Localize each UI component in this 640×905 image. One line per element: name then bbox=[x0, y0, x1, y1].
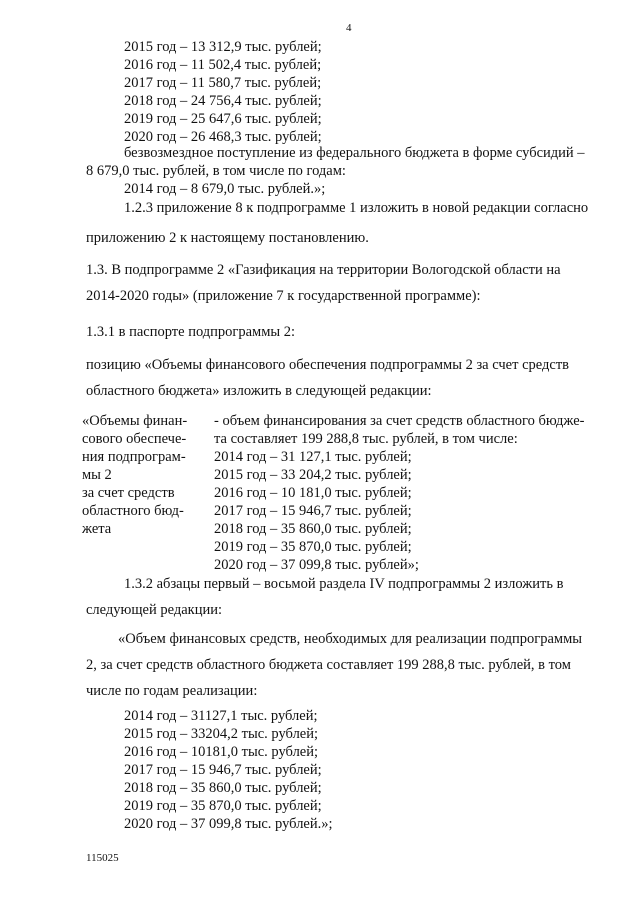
list-item: 2016 год – 10181,0 тыс. рублей; bbox=[124, 744, 319, 760]
left-cell-line: областного бюд- bbox=[82, 503, 184, 519]
list-item: 2017 год – 11 580,7 тыс. рублей; bbox=[124, 75, 322, 91]
paragraph-1-3-line-1: 1.3. В подпрограмме 2 «Газификация на территории Вологодской области на bbox=[86, 262, 561, 278]
paragraph-1-2-3-line-2: приложению 2 к настоящему постановлению. bbox=[86, 230, 369, 246]
left-cell-line: сового обеспече- bbox=[82, 431, 187, 447]
paragraph-1-3-2-line-1: 1.3.2 абзацы первый – восьмой раздела IV подпрограммы 2 изложить в bbox=[124, 576, 564, 592]
right-cell-line: 2019 год – 35 870,0 тыс. рублей; bbox=[214, 539, 412, 555]
passport-right-column bbox=[214, 412, 594, 574]
list-item: 2015 год – 33204,2 тыс. рублей; bbox=[124, 726, 319, 742]
footer-code: 115025 bbox=[86, 852, 119, 864]
list-item: 2019 год – 35 870,0 тыс. рублей; bbox=[124, 798, 322, 814]
position-line-2: областного бюджета» изложить в следующей редакции: bbox=[86, 383, 432, 399]
right-cell-line: 2017 год – 15 946,7 тыс. рублей; bbox=[214, 503, 412, 519]
list-item: 2015 год – 13 312,9 тыс. рублей; bbox=[124, 39, 322, 55]
left-cell-line: ния подпрограм- bbox=[82, 449, 186, 465]
quote-line-2: 2, за счет средств областного бюджета составляет 199 288,8 тыс. рублей, в том bbox=[86, 657, 571, 673]
page-number: 4 bbox=[346, 22, 352, 34]
right-cell-line: 2016 год – 10 181,0 тыс. рублей; bbox=[214, 485, 412, 501]
paragraph-1-3-2-line-2: следующей редакции: bbox=[86, 602, 223, 618]
list-item: 2020 год – 37 099,8 тыс. рублей.»; bbox=[124, 816, 333, 832]
quote-line-1: «Объем финансовых средств, необходимых для реализации подпрограммы bbox=[118, 631, 582, 647]
passport-left-column bbox=[82, 412, 202, 538]
left-cell-line: за счет средств bbox=[82, 485, 175, 501]
list-item: 2014 год – 31127,1 тыс. рублей; bbox=[124, 708, 318, 724]
list-item: 2020 год – 26 468,3 тыс. рублей; bbox=[124, 129, 322, 145]
list-item: 2016 год – 11 502,4 тыс. рублей; bbox=[124, 57, 322, 73]
list-item: 2018 год – 35 860,0 тыс. рублей; bbox=[124, 780, 322, 796]
federal-line-2: 8 679,0 тыс. рублей, в том числе по годам: bbox=[86, 163, 346, 179]
position-line-1: позицию «Объемы финансового обеспечения подпрограммы 2 за счет средств bbox=[86, 357, 569, 373]
right-cell-line: та составляет 199 288,8 тыс. рублей, в том числе: bbox=[214, 431, 518, 447]
paragraph-1-3-1: 1.3.1 в паспорте подпрограммы 2: bbox=[86, 324, 296, 340]
paragraph-1-3-line-2: 2014-2020 годы» (приложение 7 к государственной программе): bbox=[86, 288, 481, 304]
list-item: 2019 год – 25 647,6 тыс. рублей; bbox=[124, 111, 322, 127]
right-cell-line: 2018 год – 35 860,0 тыс. рублей; bbox=[214, 521, 412, 537]
right-cell-line: 2015 год – 33 204,2 тыс. рублей; bbox=[214, 467, 412, 483]
right-cell-line: - объем финансирования за счет средств областного бюдже- bbox=[214, 413, 585, 429]
paragraph-1-2-3-line-1: 1.2.3 приложение 8 к подпрограмме 1 изложить в новой редакции согласно bbox=[124, 200, 589, 216]
right-cell-line: 2014 год – 31 127,1 тыс. рублей; bbox=[214, 449, 412, 465]
list-item: 2017 год – 15 946,7 тыс. рублей; bbox=[124, 762, 322, 778]
bottom-year-list bbox=[124, 707, 333, 833]
left-cell-line: жета bbox=[82, 521, 112, 537]
left-cell-line: мы 2 bbox=[82, 467, 112, 483]
list-item: 2018 год – 24 756,4 тыс. рублей; bbox=[124, 93, 322, 109]
top-year-list bbox=[124, 38, 322, 146]
federal-year: 2014 год – 8 679,0 тыс. рублей.»; bbox=[124, 181, 326, 197]
quote-line-3: числе по годам реализации: bbox=[86, 683, 258, 699]
federal-line-1: безвозмездное поступление из федерального бюджета в форме субсидий – bbox=[124, 145, 585, 161]
right-cell-line: 2020 год – 37 099,8 тыс. рублей»; bbox=[214, 557, 419, 573]
left-cell-line: «Объемы финан- bbox=[82, 413, 188, 429]
